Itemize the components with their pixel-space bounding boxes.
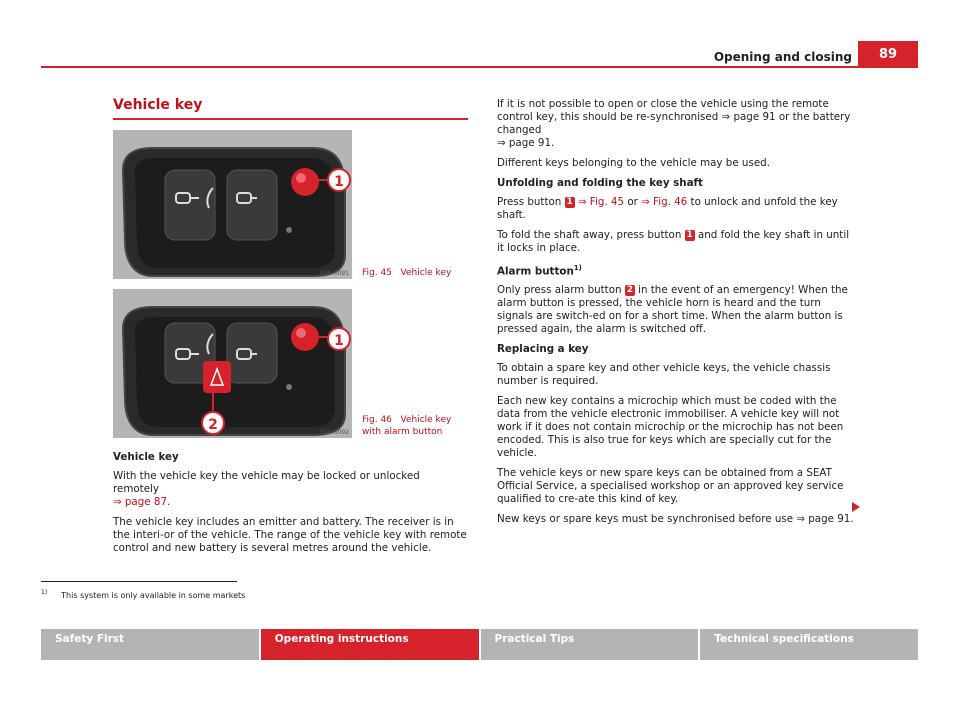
figure-code: B5F-0092 (320, 429, 349, 436)
caption-fig-number: Fig. 45 (362, 268, 392, 278)
section-title: Vehicle key (113, 97, 203, 113)
replacing-key-heading: Replacing a key (497, 343, 589, 356)
caption-fig-number: Fig. 46 (362, 415, 392, 425)
footnote-mark: 1) (41, 589, 48, 596)
unfold-heading: Unfolding and folding the key shaft (497, 177, 703, 189)
nav-technical-specifications[interactable]: Technical specifications (700, 629, 918, 660)
fig-46-link[interactable]: ⇒ Fig. 46 (641, 196, 688, 208)
nav-operating-instructions[interactable]: Operating instructions (261, 629, 479, 660)
replace-paragraph-3: The vehicle keys or new spare keys can be obtained from a SEAT Official Service, a specialised workshop or an approved key service qualified to cre-ate this kind of key. (497, 467, 844, 506)
chapter-nav (41, 629, 918, 660)
alarm-button-shape (203, 361, 231, 393)
page-87-link[interactable]: ⇒ page 87. (113, 496, 171, 508)
page-number: 89 (858, 41, 918, 68)
page-91-link[interactable]: ⇒ page 91. (497, 137, 555, 149)
section-rule (113, 118, 468, 120)
caption-text: Vehicle key with alarm button (362, 415, 452, 437)
lock-button-shape (227, 170, 277, 240)
vehicle-key-paragraph-2: The vehicle key includes an emitter and battery. The receiver is in the interi-or of the vehicle. The range of the vehicle key with remote control and new battery is several metres around the vehicle. (113, 516, 467, 554)
text: Only press alarm button (497, 284, 622, 297)
vehicle-key-heading: Vehicle key (113, 451, 179, 463)
continue-arrow-icon (852, 502, 860, 512)
text: Alarm button (497, 265, 574, 278)
vehicle-key-paragraph-1 (113, 470, 469, 509)
running-header-title: Opening and closing (713, 50, 852, 64)
alarm-paragraph (497, 284, 859, 336)
nav-safety-first[interactable]: Safety First (41, 629, 259, 660)
text: and fold the key shaft in until it locks in place. (497, 229, 850, 254)
unfold-paragraph (497, 196, 859, 222)
text: or (627, 196, 638, 208)
unfold-button-shape (291, 168, 319, 196)
text: to unlock and unfold the key shaft. (497, 196, 838, 221)
footnote-rule (41, 581, 237, 582)
button-2-badge: 2 (626, 285, 633, 296)
header-rule (41, 66, 918, 68)
callout-2-label: 2 (208, 417, 218, 433)
resync-paragraph (497, 98, 859, 150)
different-keys-paragraph: Different keys belonging to the vehicle may be used. (497, 157, 770, 169)
footnote-ref: 1) (573, 264, 582, 272)
paragraph-text: If it is not possible to open or close the vehicle using the remote control key, this should be re-synchronised ⇒ page 91 or the battery changed (497, 98, 851, 136)
figure-code: B5F-0091 (320, 270, 349, 277)
nav-practical-tips[interactable]: Practical Tips (481, 629, 699, 660)
replace-paragraph-2: Each new key contains a microchip which must be coded with the data from the vehicle electronic immobiliser. A vehicle key will not work if it does not contain microchip or the microchip has not been encoded. This is also true for keys which are specially cut for the vehicle. (497, 395, 844, 460)
figure-vehicle-key-alarm (113, 289, 352, 438)
text: Press button (497, 196, 562, 208)
alarm-heading (497, 262, 859, 278)
fold-paragraph (497, 229, 859, 255)
caption-text: Vehicle key (400, 268, 452, 278)
replace-paragraph-1: To obtain a spare key and other vehicle keys, the vehicle chassis number is required. (497, 362, 831, 388)
paragraph-text: With the vehicle key the vehicle may be locked or unlocked remotely (113, 470, 420, 495)
replace-paragraph-4: New keys or spare keys must be synchronised before use ⇒ page 91. (497, 513, 854, 526)
vehicle-key-alarm-illustration (113, 289, 352, 438)
figure-caption-45 (362, 267, 472, 279)
text: To fold the shaft away, press button (497, 229, 682, 241)
callout-1-label: 1 (334, 333, 344, 349)
text: in the event of an emergency! When the alarm button is pressed, the vehicle horn is heard and the turn signals are switch-ed on for a short time. When the alarm button is pressed again, the alarm is switched off. (497, 284, 848, 336)
figure-vehicle-key (113, 130, 352, 279)
vehicle-key-illustration (113, 130, 352, 279)
callout-1-label: 1 (334, 174, 344, 190)
footnote-text: This system is only available in some markets (61, 590, 246, 600)
left-column-text (113, 451, 469, 562)
footnote (41, 589, 245, 600)
right-column-text (497, 98, 859, 533)
button-1-badge: 1 (686, 230, 693, 240)
fig-45-link[interactable]: ⇒ Fig. 45 (577, 196, 625, 208)
unfold-button-shape (291, 323, 319, 351)
button-1-badge: 1 (566, 197, 573, 207)
figure-caption-46 (362, 414, 472, 438)
